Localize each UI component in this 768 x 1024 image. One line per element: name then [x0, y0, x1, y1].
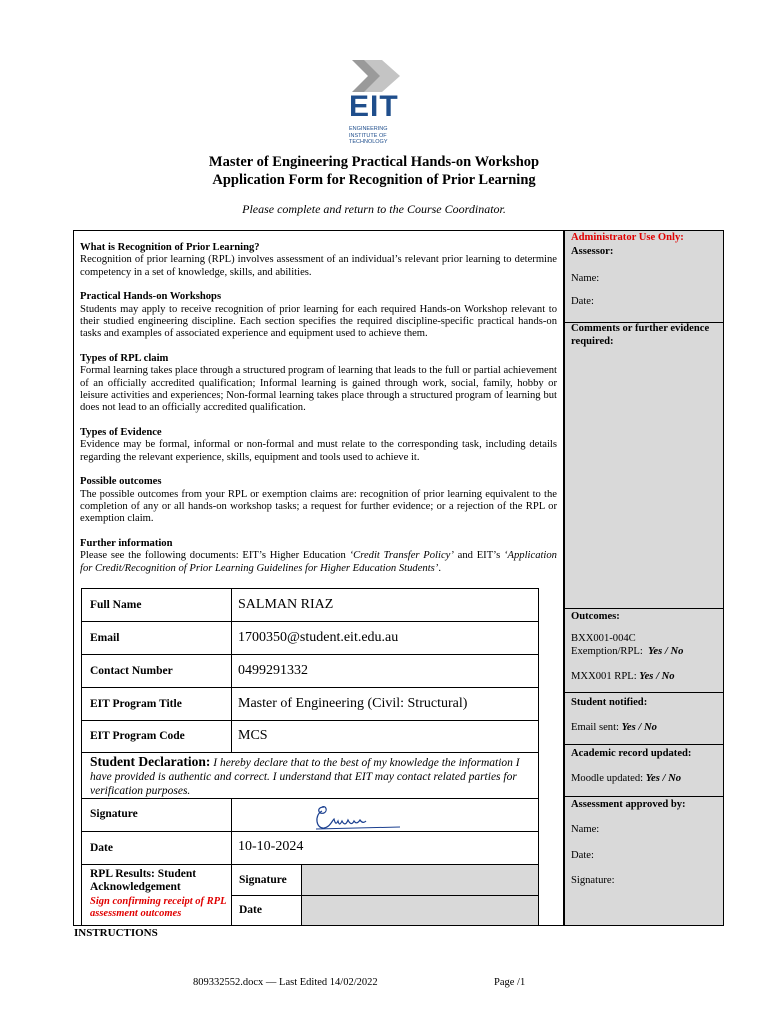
evidence-heading: Types of Evidence [80, 426, 162, 438]
ack-date-label-cell [231, 895, 302, 926]
admin-academic-label: Academic record updated: [571, 748, 692, 759]
footer-filename: 809332552.docx — Last Edited 14/02/2022 [193, 977, 378, 988]
admin-assessor-label: Assessor: [571, 246, 614, 257]
admin-date-label: Date: [571, 296, 594, 307]
program-code-label: EIT Program Code [90, 730, 185, 742]
ack-signature-field[interactable] [301, 864, 539, 896]
footer-page-number: Page /1 [494, 977, 526, 988]
further-text-2: and EIT’s [453, 550, 505, 562]
admin-notified-label: Student notified: [571, 697, 648, 708]
admin-notified-section [565, 693, 723, 745]
instructions-heading: INSTRUCTIONS [74, 927, 158, 939]
date-label-cell [81, 831, 232, 865]
admin-approved-name-label: Name: [571, 824, 600, 835]
ack-signature-label: Signature [239, 874, 287, 886]
admin-outcomes-section [565, 609, 723, 693]
date-value: 10-10-2024 [238, 839, 304, 854]
date-label: Date [90, 842, 113, 854]
contact-label: Contact Number [90, 665, 173, 677]
admin-panel [564, 230, 724, 926]
admin-comments-label: Comments or further evidence required: [571, 323, 710, 347]
further-text-3: . [438, 562, 441, 574]
full-name-label: Full Name [90, 599, 142, 611]
admin-outcomes-label: Outcomes: [571, 611, 620, 622]
date-field[interactable] [231, 831, 539, 865]
program-code-value: MCS [238, 728, 268, 743]
rpl-results-label: RPL Results: Student Acknowledgement [90, 868, 197, 893]
program-title-value: Master of Engineering (Civil: Structural) [238, 696, 468, 711]
page-title-line-1: Master of Engineering Practical Hands-on Workshop [208, 154, 540, 170]
page-subtitle: Please complete and return to the Course Coordinator. [242, 202, 506, 216]
email-label-cell [81, 621, 232, 655]
admin-code: BXX001-004C [571, 633, 636, 644]
ack-date-field[interactable] [301, 895, 539, 926]
admin-comments-section[interactable] [565, 323, 723, 609]
rpl-results-cell [81, 864, 232, 926]
types-heading: Types of RPL claim [80, 352, 169, 364]
logo-tagline-1: ENGINEERING [349, 126, 388, 132]
admin-email-yes-no[interactable]: Yes / No [621, 722, 657, 733]
outcomes-text: The possible outcomes from your RPL or exemption claims are: recognition of prior learning equivalent to the completion of any or all hands-on workshop tasks; a request for further evidence; or a rejection of the RPL or exemption claim. [80, 488, 557, 525]
evidence-text: Evidence may be formal, informal or non-formal and must relate to the corresponding task, including details regarding the relevant experience, skills, equipment and tools used to achieve it. [80, 439, 557, 463]
admin-name-label: Name: [571, 273, 600, 284]
further-doc-2[interactable]: ‘Application for Credit/Recognition of Prior Learning Guidelines for Higher Education Students’ [80, 550, 557, 574]
further-doc-1[interactable]: ‘Credit Transfer Policy’ [349, 550, 454, 562]
declaration-cell [81, 752, 539, 799]
ack-signature-label-cell [231, 864, 302, 896]
workshops-heading: Practical Hands-on Workshops [80, 291, 222, 303]
admin-title: Administrator Use Only: [571, 232, 684, 243]
applicant-form [81, 588, 539, 926]
rpl-text: Recognition of prior learning (RPL) involves assessment of an individual’s relevant prior learning to determine competency in a set of knowledge, skills, and abilities. [80, 254, 557, 278]
declaration-text: I hereby declare that to the best of my knowledge the information I have provided is authentic and correct. I understand that EIT may contact related parties for verification purposes. [90, 757, 520, 797]
contact-value: 0499291332 [238, 663, 308, 678]
handwritten-signature-icon [312, 801, 402, 833]
contact-field[interactable] [231, 654, 539, 688]
program-title-label-cell [81, 687, 232, 721]
further-heading: Further information [80, 537, 173, 549]
further-text-1: Please see the following documents: EIT’s Higher Education [80, 550, 350, 562]
logo-tagline-3: TECHNOLOGY [349, 139, 388, 145]
admin-assessor-section [565, 231, 723, 323]
signature-label: Signature [90, 808, 138, 820]
admin-mxx-label: MXX001 RPL: [571, 671, 637, 682]
admin-moodle-yes-no[interactable]: Yes / No [645, 773, 682, 784]
admin-approved-signature-label: Signature: [571, 875, 615, 886]
program-code-label-cell [81, 720, 232, 753]
program-title-field[interactable] [231, 687, 539, 721]
rpl-heading: What is Recognition of Prior Learning? [80, 242, 260, 253]
contact-label-cell [81, 654, 232, 688]
signature-field[interactable] [231, 798, 539, 832]
logo-tagline-2: INSTITUTE OF [349, 132, 387, 139]
workshops-text: Students may apply to receive recognition of prior learning for each required Hands-on Workshop relevant to their studied engineering discipline. Each section specifies the required discipline-specific practical hands-on tasks and examples of associated experience and equipment used to achieve them. [80, 303, 557, 340]
program-code-field[interactable] [231, 720, 539, 753]
admin-academic-section [565, 745, 723, 797]
admin-moodle-label: Moodle updated: [571, 773, 644, 784]
program-title-label: EIT Program Title [90, 698, 182, 710]
email-value: 1700350@student.eit.edu.au [238, 630, 399, 645]
page-title-line-2: Application Form for Recognition of Prior Learning [212, 172, 536, 188]
full-name-label-cell [81, 588, 232, 622]
ack-date-label: Date [239, 904, 262, 916]
types-text: Formal learning takes place through a structured program of learning that leads to the full or partial achievement of an officially accredited qualification; Informal learning is gained through work, social, family, hobby or leisure activities and experiences; Non-formal learning takes place through a structured program of learning but does not lead to an officially accredited qualification. [80, 365, 557, 414]
admin-approved-date-label: Date: [571, 850, 594, 861]
admin-approved-section [565, 797, 723, 925]
rpl-results-note: Sign confirming receipt of RPL assessment outcomes [90, 896, 227, 919]
full-name-field[interactable] [231, 588, 539, 622]
admin-exemption-yes-no[interactable]: Yes / No [648, 646, 684, 657]
email-field[interactable] [231, 621, 539, 655]
info-content [80, 242, 557, 587]
signature-label-cell [81, 798, 232, 832]
full-name-value: SALMAN RIAZ [238, 597, 334, 612]
admin-exemption-label: Exemption/RPL: [571, 646, 643, 657]
outcomes-heading: Possible outcomes [80, 476, 162, 488]
eit-logo [338, 54, 408, 148]
admin-approved-label: Assessment approved by: [571, 799, 686, 810]
admin-mxx-yes-no[interactable]: Yes / No [639, 671, 675, 682]
email-label: Email [90, 632, 120, 644]
logo-text: EIT [349, 90, 399, 123]
admin-email-sent-label: Email sent: [571, 722, 619, 733]
declaration-label: Student Declaration: [90, 754, 211, 769]
